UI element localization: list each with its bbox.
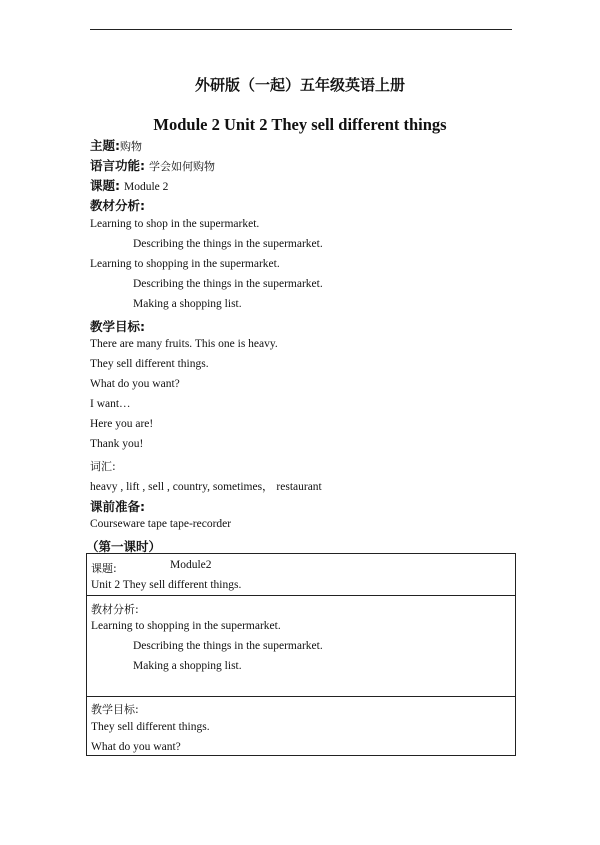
objective-line: Here you are!	[90, 418, 154, 430]
function-row	[90, 156, 215, 175]
analysis-line: Making a shopping list.	[133, 298, 242, 310]
analysis-label: 教材分析:	[90, 198, 145, 213]
table-unit: Unit 2 They sell different things.	[91, 579, 242, 591]
objective-line: Thank you!	[90, 438, 144, 450]
vocab-label: 词汇:	[90, 460, 116, 473]
objective-line: They sell different things.	[90, 358, 209, 370]
table-subject-label: 课题:	[91, 562, 117, 575]
table-analysis-label: 教材分析:	[91, 603, 139, 616]
preparation-label: 课前准备:	[90, 499, 145, 514]
table-analysis-line: Making a shopping list.	[133, 660, 242, 672]
subject-value: Module 2	[124, 181, 169, 193]
table-divider	[87, 595, 515, 596]
topic-row	[90, 136, 142, 155]
topic-label: 主题:	[90, 138, 120, 153]
table-objective-line: What do you want?	[91, 741, 181, 753]
table-objectives-label: 教学目标:	[91, 703, 139, 716]
period-heading: （第一课时）	[86, 539, 162, 554]
table-analysis-line: Describing the things in the supermarket.	[133, 640, 323, 652]
table-subject-row	[91, 559, 117, 577]
lesson-table	[86, 553, 516, 756]
subject-label: 课题:	[90, 178, 120, 193]
analysis-line: Learning to shop in the supermarket.	[90, 218, 260, 230]
objective-line: What do you want?	[90, 378, 180, 390]
analysis-line: Describing the things in the supermarket.	[133, 278, 323, 290]
table-objective-line: They sell different things.	[91, 721, 210, 733]
table-subject-value: Module2	[170, 559, 212, 571]
lesson-title: Module 2 Unit 2 They sell different things	[153, 115, 447, 134]
document-title: 外研版（一起）五年级英语上册	[194, 76, 405, 94]
function-label: 语言功能:	[90, 158, 145, 173]
objective-line: There are many fruits. This one is heavy.	[90, 338, 278, 350]
analysis-line: Learning to shopping in the supermarket.	[90, 258, 280, 270]
vocab-list: heavy , lift , sell , country, sometimes， restaurant	[90, 481, 322, 493]
table-divider	[87, 696, 515, 697]
function-value: 学会如何购物	[149, 160, 215, 173]
preparation-value: Courseware tape tape-recorder	[90, 518, 232, 530]
header-rule	[90, 29, 512, 30]
subject-row	[90, 176, 168, 195]
topic-value: 购物	[120, 140, 142, 153]
table-analysis-line: Learning to shopping in the supermarket.	[91, 620, 281, 632]
objective-line: I want…	[90, 398, 131, 410]
objectives-label: 教学目标:	[90, 319, 145, 334]
analysis-line: Describing the things in the supermarket.	[133, 238, 323, 250]
